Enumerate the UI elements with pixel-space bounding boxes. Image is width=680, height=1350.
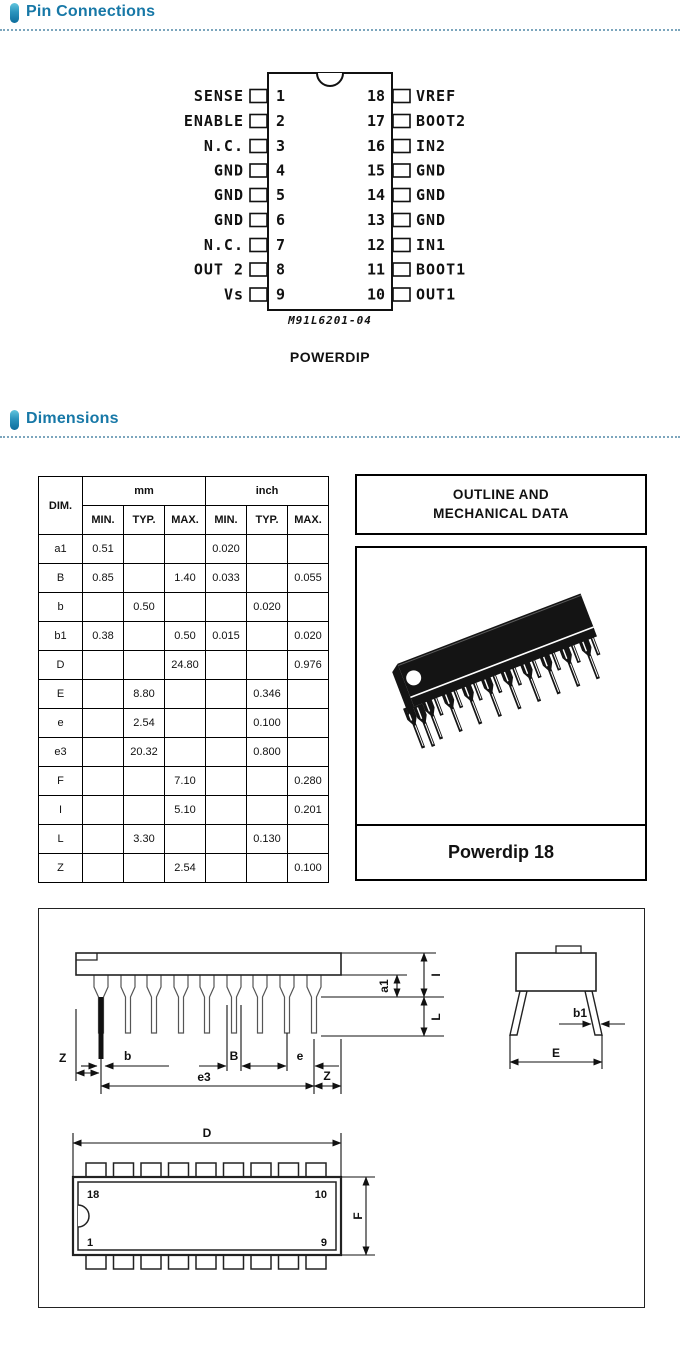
table-cell: 8.80 xyxy=(124,680,165,709)
col-header: MAX. xyxy=(288,506,329,535)
pin-label: IN1 xyxy=(416,236,447,254)
table-cell: 20.32 xyxy=(124,738,165,767)
pin-number: 17 xyxy=(366,112,385,130)
table-cell: 0.020 xyxy=(288,622,329,651)
right-pin-labels xyxy=(416,87,466,304)
dimensions-table xyxy=(38,476,329,883)
table-cell xyxy=(83,825,124,854)
table-cell: 5.10 xyxy=(165,796,206,825)
pin-label: N.C. xyxy=(203,137,244,155)
table-cell: 0.100 xyxy=(247,709,288,738)
pin-number: 7 xyxy=(276,236,286,254)
dim-label-i: I xyxy=(429,973,443,977)
dim-cell: B xyxy=(39,564,83,593)
table-cell: 0.100 xyxy=(288,854,329,883)
table-cell: 2.54 xyxy=(165,854,206,883)
outline-title-box xyxy=(355,474,647,535)
pin-label: OUT1 xyxy=(416,285,457,304)
table-row xyxy=(39,796,329,825)
mechanical-drawing-box xyxy=(38,908,645,1308)
table-cell xyxy=(288,825,329,854)
pin-number: 12 xyxy=(366,236,385,254)
corner-pin-10: 10 xyxy=(314,1189,327,1201)
col-header: MIN. xyxy=(83,506,124,535)
table-cell: 24.80 xyxy=(165,651,206,680)
table-cell: 0.50 xyxy=(165,622,206,651)
pin-label: BOOT1 xyxy=(416,260,467,279)
corner-pin-9: 9 xyxy=(320,1237,327,1249)
pin-number: 3 xyxy=(276,137,286,155)
dim-cell: D xyxy=(39,651,83,680)
pin-label: N.C. xyxy=(203,236,244,254)
table-cell xyxy=(247,622,288,651)
pin-number: 14 xyxy=(366,186,385,204)
table-cell xyxy=(206,680,247,709)
col-header: TYP. xyxy=(124,506,165,535)
dimensions-header xyxy=(0,407,680,441)
pin-number: 4 xyxy=(276,161,286,180)
table-cell xyxy=(247,854,288,883)
table-cell xyxy=(83,651,124,680)
table-row xyxy=(39,535,329,564)
table-cell xyxy=(83,854,124,883)
dim-label-z-left: Z xyxy=(59,1051,67,1065)
table-cell xyxy=(206,854,247,883)
table-cell: 0.201 xyxy=(288,796,329,825)
dim-label-l: L xyxy=(429,1013,443,1021)
end-view-body xyxy=(516,953,596,991)
pin-label: ENABLE xyxy=(183,112,244,130)
pin-number: 11 xyxy=(366,260,385,279)
dim-label-b: b xyxy=(124,1049,132,1063)
dim-label-B: B xyxy=(229,1049,239,1063)
table-cell: 7.10 xyxy=(165,767,206,796)
table-cell xyxy=(165,593,206,622)
package-caption-text: Powerdip 18 xyxy=(447,842,555,862)
pin-label: GND xyxy=(416,211,447,229)
table-cell xyxy=(288,738,329,767)
pin1-lead xyxy=(99,997,104,1059)
table-cell xyxy=(124,854,165,883)
section-bullet-icon xyxy=(10,410,19,430)
table-cell xyxy=(83,593,124,622)
outline-image-box xyxy=(355,546,647,881)
table-cell: 3.30 xyxy=(124,825,165,854)
chip-3d-image xyxy=(357,550,645,822)
pin-number: 1 xyxy=(276,87,286,105)
dim-label-F: F xyxy=(351,1212,365,1220)
table-row xyxy=(39,854,329,883)
table-header-row xyxy=(39,477,329,506)
dim-cell: b1 xyxy=(39,622,83,651)
dim-cell: E xyxy=(39,680,83,709)
table-cell xyxy=(288,593,329,622)
table-cell xyxy=(206,738,247,767)
table-cell: 1.40 xyxy=(165,564,206,593)
col-header: TYP. xyxy=(247,506,288,535)
pin-number: 10 xyxy=(366,285,385,304)
table-cell xyxy=(206,651,247,680)
table-cell xyxy=(124,767,165,796)
dim-label-e3: e3 xyxy=(197,1070,211,1084)
table-cell xyxy=(206,796,247,825)
table-cell xyxy=(124,796,165,825)
table-cell xyxy=(206,825,247,854)
table-cell: 0.015 xyxy=(206,622,247,651)
table-cell xyxy=(247,535,288,564)
end-view-dims xyxy=(510,1024,625,1069)
table-cell: 2.54 xyxy=(124,709,165,738)
dim-cell: I xyxy=(39,796,83,825)
table-row xyxy=(39,593,329,622)
pin-label: BOOT2 xyxy=(416,112,467,130)
pin-label: IN2 xyxy=(416,137,447,155)
dim-cell: a1 xyxy=(39,535,83,564)
section-bullet-icon xyxy=(10,3,19,23)
table-cell: 0.280 xyxy=(288,767,329,796)
col-header: MIN. xyxy=(206,506,247,535)
col-header: MAX. xyxy=(165,506,206,535)
table-cell xyxy=(83,709,124,738)
section-title: Dimensions xyxy=(26,410,119,427)
table-row xyxy=(39,564,329,593)
right-pin-numbers xyxy=(367,87,385,304)
table-cell xyxy=(206,593,247,622)
table-cell xyxy=(206,767,247,796)
table-row xyxy=(39,825,329,854)
table-row xyxy=(39,622,329,651)
mm-group-header: mm xyxy=(83,477,206,506)
table-cell: 0.800 xyxy=(247,738,288,767)
table-row xyxy=(39,738,329,767)
pin-number: 18 xyxy=(366,87,385,105)
package-label: POWERDIP xyxy=(289,349,371,365)
dim-label-E: E xyxy=(551,1046,561,1060)
pin-number: 8 xyxy=(276,260,286,279)
table-cell xyxy=(247,564,288,593)
end-view xyxy=(510,946,625,1069)
table-cell: 0.51 xyxy=(83,535,124,564)
table-cell xyxy=(206,709,247,738)
dotted-divider xyxy=(0,29,680,31)
table-cell xyxy=(124,564,165,593)
table-cell xyxy=(83,767,124,796)
pin-number: 6 xyxy=(276,211,286,229)
table-row xyxy=(39,767,329,796)
table-subheader-row xyxy=(39,506,329,535)
drawing-code: M91L6201-04 xyxy=(288,314,372,327)
section-title: Pin Connections xyxy=(26,3,156,20)
pin-number: 2 xyxy=(276,112,286,130)
top-view xyxy=(73,1126,375,1269)
table-cell: 0.85 xyxy=(83,564,124,593)
table-cell xyxy=(83,738,124,767)
dim-label-z-right: Z xyxy=(323,1069,331,1083)
table-cell xyxy=(247,796,288,825)
dim-label-a1: a1 xyxy=(377,979,391,993)
pin-label: GND xyxy=(416,161,447,180)
table-row xyxy=(39,680,329,709)
table-cell xyxy=(83,680,124,709)
corner-pin-18: 18 xyxy=(87,1189,100,1201)
pin-label: Vs xyxy=(223,285,244,304)
table-cell xyxy=(165,535,206,564)
pin-label: GND xyxy=(213,186,244,204)
dim-label-e: e xyxy=(296,1049,304,1063)
outline-title-line2: MECHANICAL DATA xyxy=(433,505,569,521)
pin-label: GND xyxy=(416,186,447,204)
table-cell xyxy=(288,709,329,738)
table-cell: 0.130 xyxy=(247,825,288,854)
table-cell xyxy=(165,825,206,854)
left-pin-numbers xyxy=(276,87,285,304)
side-view xyxy=(59,953,444,1094)
table-cell: 0.020 xyxy=(206,535,247,564)
pin-label: GND xyxy=(213,211,244,229)
pin-label: GND xyxy=(213,161,244,180)
dim-cell: b xyxy=(39,593,83,622)
dim-label-D: D xyxy=(202,1126,212,1140)
pin-number: 9 xyxy=(276,285,286,304)
dim-cell: F xyxy=(39,767,83,796)
top-view-body-inner xyxy=(78,1182,336,1250)
dim-cell: e3 xyxy=(39,738,83,767)
table-cell xyxy=(83,796,124,825)
pin-number: 16 xyxy=(366,137,385,155)
dim-cell: Z xyxy=(39,854,83,883)
table-cell xyxy=(165,738,206,767)
side-view-pins xyxy=(94,975,321,1033)
table-cell: 0.976 xyxy=(288,651,329,680)
side-view-body xyxy=(76,953,341,975)
table-cell: 0.020 xyxy=(247,593,288,622)
inch-group-header: inch xyxy=(206,477,329,506)
table-cell xyxy=(165,680,206,709)
pin-number: 5 xyxy=(276,186,286,204)
pin-number: 15 xyxy=(366,161,385,180)
package-caption xyxy=(357,824,645,879)
table-cell xyxy=(124,651,165,680)
dim-header-cell: DIM. xyxy=(39,477,83,535)
table-cell xyxy=(165,709,206,738)
table-row xyxy=(39,651,329,680)
pin-label: SENSE xyxy=(193,87,244,105)
dim-label-b1: b1 xyxy=(572,1006,587,1020)
pin-number: 13 xyxy=(366,211,385,229)
corner-pin-1: 1 xyxy=(87,1237,94,1249)
table-cell: 0.055 xyxy=(288,564,329,593)
table-cell: 0.50 xyxy=(124,593,165,622)
table-cell xyxy=(124,622,165,651)
pin-label: OUT 2 xyxy=(193,260,244,279)
dim-cell: e xyxy=(39,709,83,738)
dotted-divider xyxy=(0,436,680,438)
table-cell xyxy=(288,535,329,564)
table-row xyxy=(39,709,329,738)
table-cell: 0.346 xyxy=(247,680,288,709)
pin-label: VREF xyxy=(416,87,457,105)
outline-title-line1: OUTLINE AND xyxy=(452,487,550,503)
table-cell xyxy=(288,680,329,709)
table-cell xyxy=(247,767,288,796)
pin-diagram xyxy=(165,62,495,312)
table-cell: 0.033 xyxy=(206,564,247,593)
left-pin-labels xyxy=(184,87,244,304)
pin-connections-header xyxy=(0,0,680,34)
table-cell xyxy=(124,535,165,564)
mechanical-drawing xyxy=(39,909,644,1307)
table-cell xyxy=(247,651,288,680)
dim-cell: L xyxy=(39,825,83,854)
table-cell: 0.38 xyxy=(83,622,124,651)
